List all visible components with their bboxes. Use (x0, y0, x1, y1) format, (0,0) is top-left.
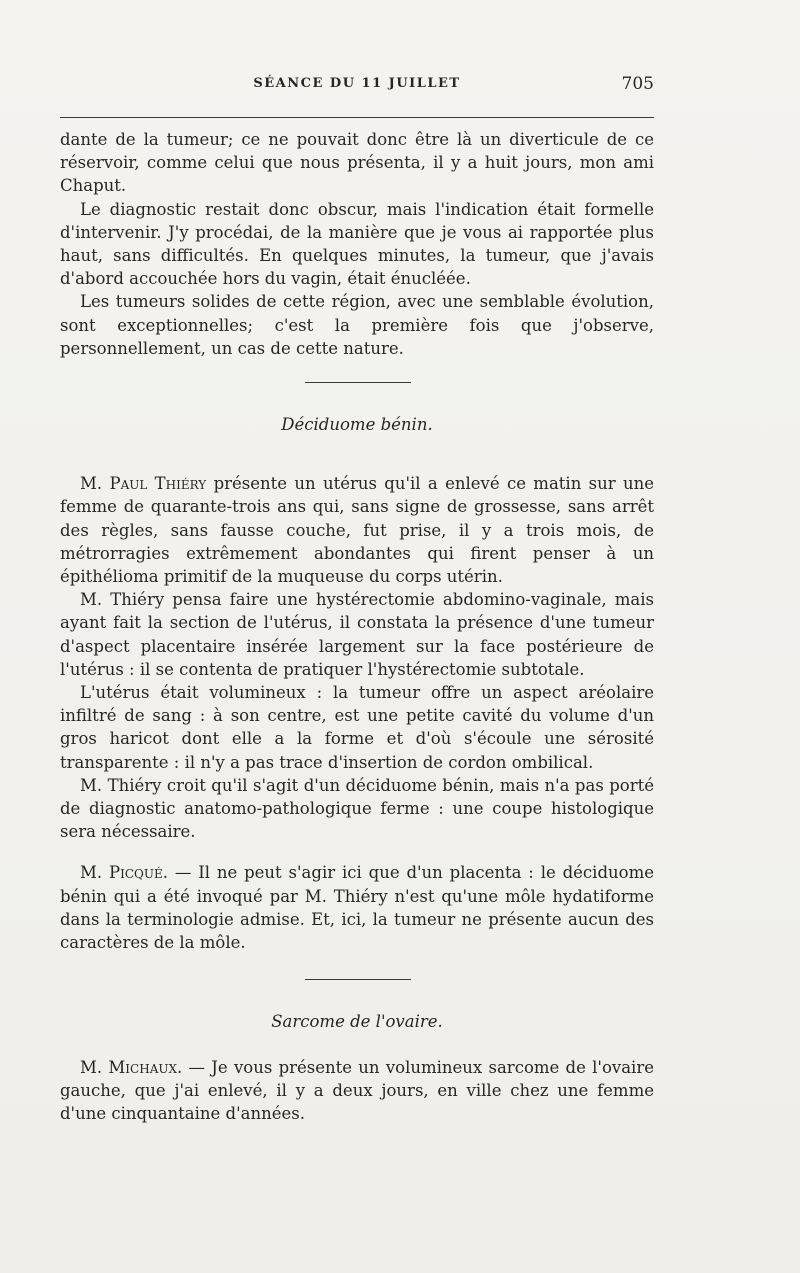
paragraph-text: . — Il ne peut s'agir ici que d'un placenta : le déciduome bénin qui a été invoqué par M. Thiéry n'est qu'une môle hydatiforme dans la terminologie admise. Et, ici, la tumeur ne présente aucun des caractères de la môle. (60, 863, 654, 953)
header-rule (60, 117, 654, 118)
speaker-name: M. Paul Thiéry (80, 474, 207, 494)
paragraph-continued: dante de la tumeur; ce ne pouvait donc être là un diverticule de ce réservoir, comme celui que nous présenta, il y a huit jours, mon ami Chaput. (60, 130, 654, 196)
paragraph-uterus-description: L'utérus était volumineux : la tumeur offre un aspect aréolaire infiltré de sang : à son centre, est une petite cavité du volume d'un gros haricot dont elle a la forme et d'où s'écoule une sérosité transparente : il n'y a pas trace d'insertion de cordon ombilical. (60, 683, 654, 772)
paragraph-conclusion: Les tumeurs solides de cette région, avec une semblable évolution, sont exceptionnelles; c'est la première fois que j'observe, personnellement, un cas de cette nature. (60, 292, 654, 358)
section-title-deciduome: Déciduome bénin. (281, 415, 433, 435)
paragraph-text: présente un utérus qu'il a enlevé ce matin sur une femme de quarante-trois ans qui, sans signe de grossesse, sans arrêt des règles, sans fausse couche, fut prise, il y a trois mois, de métrorragies extrêmement abondantes qui firent penser à un épithélioma primitif de la muqueuse du corps utérin. (60, 474, 654, 587)
speaker-name: M. Picqué (80, 863, 163, 883)
paragraph-michaux-presentation (60, 1056, 654, 1126)
paragraph-thiery-presentation (60, 472, 654, 588)
paragraph-thiery-opinion: M. Thiéry croit qu'il s'agit d'un déciduome bénin, mais n'a pas porté de diagnostic anatomo-pathologique ferme : une coupe histologique sera nécessaire. (60, 775, 654, 842)
paragraph-diagnostic: Le diagnostic restait donc obscur, mais l'indication était formelle d'intervenir. J'y procédai, de la manière que je vous ai rapportée plus haut, sans difficultés. En quelques minutes, la tumeur, que j'avais d'abord accouchée hors du vagin, était énucléée. (60, 199, 654, 289)
running-head: SÉANCE DU 11 JUILLET (253, 76, 461, 91)
body-text (60, 128, 654, 1125)
speaker-name: M. Michaux (80, 1057, 178, 1077)
paragraph-thiery-surgery: M. Thiéry pensa faire une hystérectomie abdomino-vaginale, mais ayant fait la section de l'utérus, il constata la présence d'une tumeur d'aspect placentaire insérée largement sur la face postérieure de l'utérus : il se contenta de pratiquer l'hystérectomie subtotale. (60, 590, 654, 679)
paragraph-picque-reply (60, 861, 654, 954)
page-header (60, 76, 654, 100)
paragraph-text: . — Je vous présente un volumineux sarcome de l'ovaire gauche, que j'ai enlevé, il y a deux jours, en ville chez une femme d'une cinquantaine d'années. (60, 1057, 654, 1123)
page-number: 705 (621, 74, 654, 94)
section-title-sarcome: Sarcome de l'ovaire. (271, 1012, 443, 1032)
